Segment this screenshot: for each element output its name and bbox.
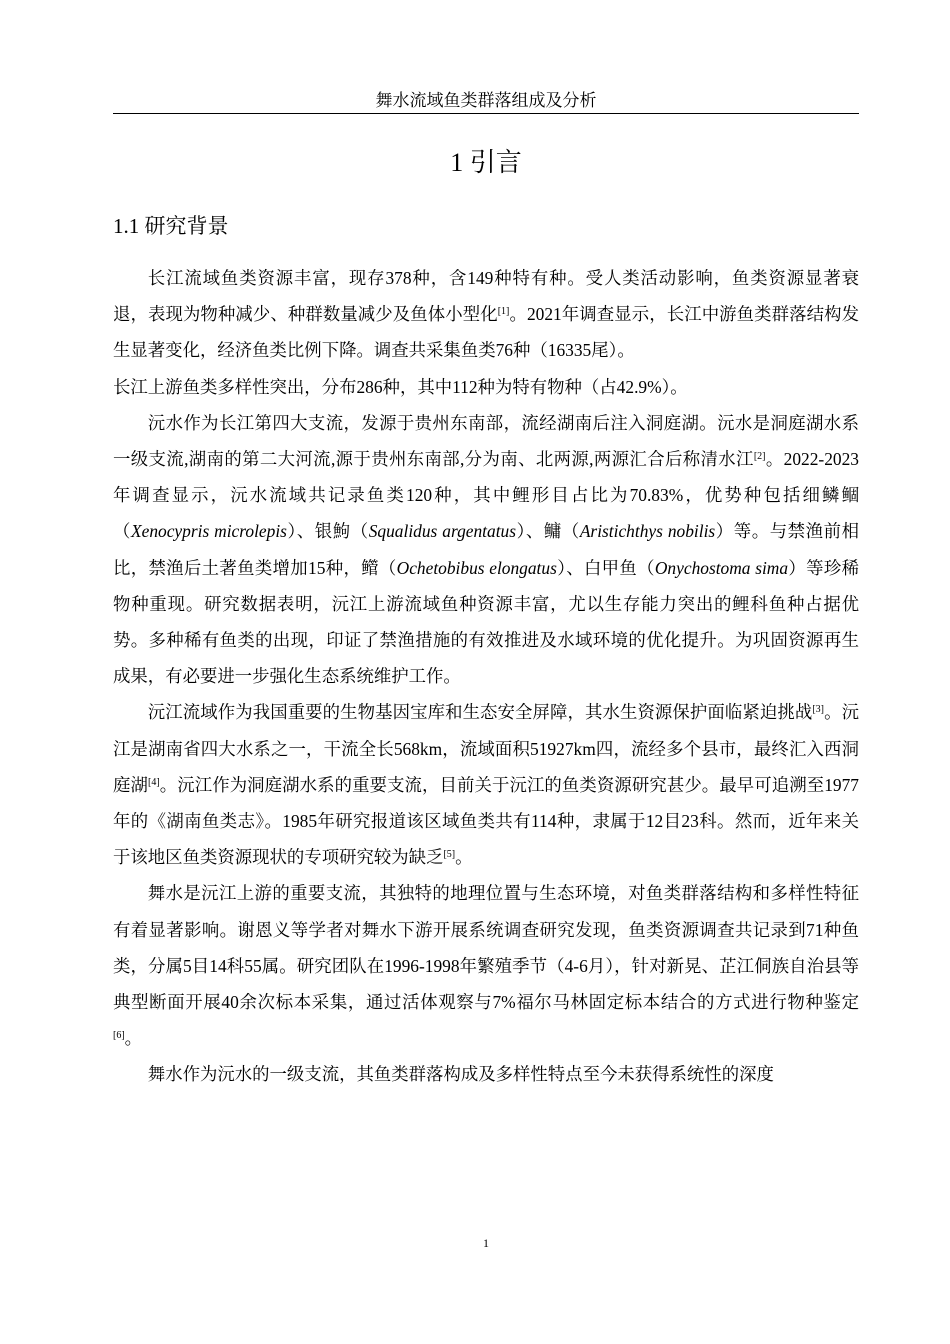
paragraph-text: 长江流域鱼类资源丰富，现存378种，含149种特有种。受人类活动影响，鱼类资源显著衰退，表现为物种减少、种群数量减少及鱼体小型化 [113,268,859,325]
species-name: Xenocypris microlepis [130,521,287,542]
paragraph-text: ）等。与禁渔前相比，禁渔后土著鱼类增加15种，鳤（ [113,521,859,578]
paragraph-2 [113,405,859,695]
paragraph-text: ）、银鮈（ [286,521,369,542]
paragraph-text: 沅水作为长江第四大支流，发源于贵州东南部，流经湖南后注入洞庭湖。沅水是洞庭湖水系一级支流,湖南的第二大河流,源于贵州东南部,分为南、北两源,两源汇合后称清水江 [113,412,859,470]
body-text [113,260,859,1093]
species-name: Onychostoma sima [654,557,789,578]
paragraph-text: 。沅江是湖南省四大水系之一，干流全长568km，流域面积51927km四，流经多个县市，最终汇入西洞庭湖 [113,702,859,795]
paragraph-text: 沅江流域作为我国重要的生物基因宝库和生态安全屏障，其水生资源保护面临紧迫挑战 [147,702,813,723]
paragraph-text: 。2022-2023年调查显示，沅水流域共记录鱼类120种，其中鲤形目占比为70.83%，优势种包括细鳞鲴（ [113,449,859,542]
citation-1: [1] [497,306,510,318]
section-title: 1.1 研究背景 [113,214,229,238]
paragraph-text: ）、鳙（ [516,521,580,542]
paragraph-text: 舞水是沅江上游的重要支流，其独特的地理位置与生态环境，对鱼类群落结构和多样性特征有着显著影响。谢恩义等学者对舞水下游开展系统调查研究发现，鱼类资源调查共记录到71种鱼类，分属5目14科55属。研究团队在1996-1998年繁殖季节（4-6月），针对新晃、芷江侗族自治县等典型断面开展40余次标本采集，通过活体观察与7%福尔马林固定标本结合的方式进行物种鉴定 [113,883,859,1013]
page-number: 1 [483,1236,489,1250]
paragraph-5: 舞水作为沅水的一级支流，其鱼类群落构成及多样性特点至今未获得系统性的深度 [147,1064,774,1085]
paragraph-text: 。2021年调查显示，长江中游鱼类群落结构发生显著变化，经济鱼类比例下降。调查共采集鱼类76种（16335尾）。 [113,304,859,361]
paragraph-3 [113,694,859,875]
header-rule [113,113,859,114]
chapter-title: 1 引言 [450,148,522,177]
running-header: 舞水流域鱼类群落组成及分析 [375,91,597,110]
paragraph-text: 。 [124,1028,143,1049]
citation-4: [4] [147,776,160,788]
species-name: Ochetobibus elongatus [396,557,557,578]
paragraph-1b: 长江上游鱼类多样性突出，分布286种，其中112种为特有物种（占42.9%）。 [113,376,688,397]
citation-3: [3] [812,704,824,716]
species-name: Squalidus argentatus [368,521,517,542]
paragraph-text: 。 [455,847,473,868]
paragraph-text: 。沅江作为洞庭湖水系的重要支流，目前关于沅江的鱼类资源研究甚少。最早可追溯至1977年的《湖南鱼类志》。1985年研究报道该区域鱼类共有114种，隶属于12目23科。然而，近年来关于该地区鱼类资源现状的专项研究较为缺乏 [113,774,859,868]
paragraph-4 [113,875,859,1056]
citation-5: [5] [443,849,456,861]
citation-2: [2] [753,451,766,463]
species-name: Aristichthys nobilis [579,521,716,542]
paragraph-text: ）等珍稀物种重现。研究数据表明，沅江上游流域鱼种资源丰富，尤以生存能力突出的鲤科鱼种占据优势。多种稀有鱼类的出现，印证了禁渔措施的有效推进及水域环境的优化提升。为巩固资源再生成果，有必要进一步强化生态系统维护工作。 [113,557,859,687]
citation-6: [6] [113,1030,125,1042]
paragraph-1 [113,260,859,369]
paragraph-text: ）、白甲鱼（ [556,557,655,578]
